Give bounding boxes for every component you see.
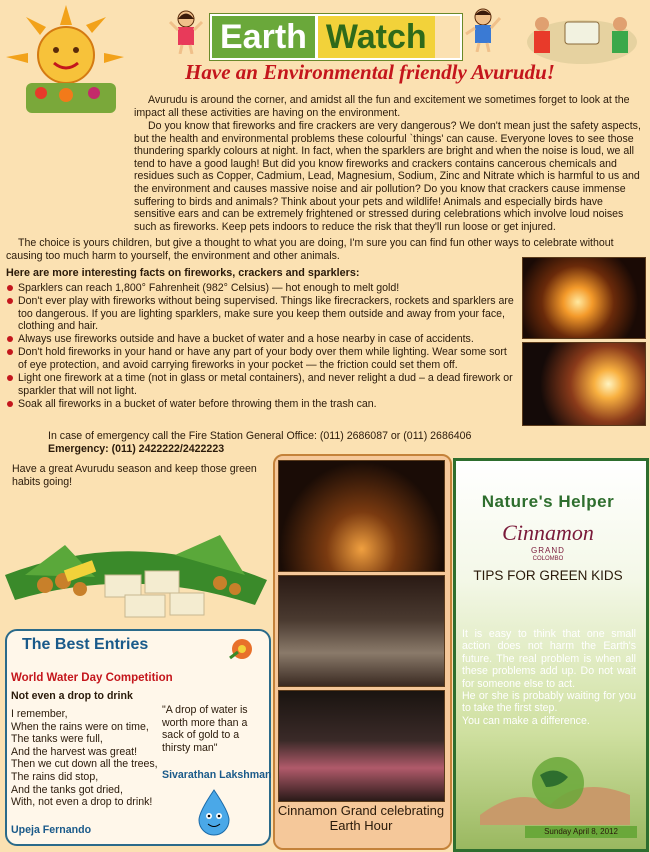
season-greeting: Have a great Avurudu season and keep those green habits going! <box>12 463 257 488</box>
masthead-watch: Watch <box>315 16 435 58</box>
poem: I remember, When the rains were on time, The tanks were full, And the harvest was great! Then we cut down all the trees, The rains did stop, And the tanks got dried, With, not even a drop to drink! <box>11 708 158 809</box>
earth-hour-caption: Cinnamon Grand celebrating Earth Hour <box>277 803 445 833</box>
masthead <box>210 14 462 60</box>
emergency-line: Emergency: (011) 2422222/2422223 <box>48 443 225 455</box>
fire-station-line: In case of emergency call the Fire Station General Office: (011) 2686087 or (011) 2686406 <box>48 430 472 442</box>
masthead-earth: Earth <box>212 16 315 58</box>
competition-title: World Water Day Competition <box>11 672 173 684</box>
sun-illustration <box>6 5 136 115</box>
water-drop-icon <box>195 788 233 836</box>
intro-paragraph: Avurudu is around the corner, and amidst all the fun and excitement we sometimes forget to look at the impact all these activities are having on the environment. <box>134 94 630 119</box>
list-item: Light one firework at a time (not in glass or metal containers), and never relight a dud – a dead firework or sparkler that will not light. <box>6 372 516 397</box>
hibiscus-icon <box>228 636 256 662</box>
food-platter-illustration <box>5 505 267 623</box>
cinnamon-logo: Cinnamon <box>502 520 594 545</box>
fireworks-paragraph: Do you know that fireworks and fire crackers are very dangerous? We don't mean just the safety aspects, but the health and environmental problems these colourful `things' can cause. Everyone loves to see those thundering sparkly colours at night. In fact, when the sparklers are bright and when the noise is loud, we all tend to have a good laugh! But did you know fireworks and crackers contains cancerous chemicals and residues such as Copper, Cadmium, Lead, Magnesium, Sodium, Zinc and Nitrate which is harmful to us and the environment and causes massive noise and air pollution? Do you know that crackers cause immense suffering to birds and animals? Think about your pets and wildlife! Animals and especially birds have sensitive ears and can be extremely frightened or stressed during celebrations which involve loud noises such as fireworks. Keep pets indoors to reduce the risk that they'll run loose or get injured. <box>134 120 641 233</box>
colombo-label: COLOMBO <box>532 556 564 562</box>
natures-helper-title: Nature's Helper <box>481 492 615 511</box>
fireworks-photo <box>522 342 646 426</box>
tips-text: It is easy to think that one small action does not harm the Earth's future. The real problem is when all these problems add up. Do not wait for someone else to act. He or she is probably waiting for you to take the first step. You can make a difference. <box>462 628 636 727</box>
sparkler-photo <box>522 257 646 339</box>
lighting-candles-photo <box>278 575 445 687</box>
emergency-contacts <box>48 430 471 456</box>
cinnamon-grand-label: GRAND <box>531 546 565 555</box>
list-item: Don't hold fireworks in your hand or have any part of your body over them while lighting. Wear some sort of eye protection, and avoid carrying fireworks in your pocket — the friction could set them off. <box>6 346 516 371</box>
tips-heading: TIPS FOR GREEN KIDS <box>473 568 623 583</box>
candles-photo <box>278 460 445 572</box>
family-illustration <box>520 2 645 67</box>
list-item: Don't ever play with fireworks without being supervised. Things like firecrackers, rockets and sparklers are too dangerous. If you are lighting sparklers, make sure you keep them outside and away from your face, clothing and hair. <box>6 295 516 333</box>
quote: "A drop of water is worth more than a sack of gold to a thirsty man" <box>162 704 248 754</box>
issue-date: Sunday April 8, 2012 <box>525 826 637 838</box>
list-item: Always use fireworks outside and have a bucket of water and a hose nearby in case of accidents. <box>6 333 516 346</box>
globe-icon <box>480 725 630 825</box>
group-photo <box>278 690 445 802</box>
best-entries-title: The Best Entries <box>22 636 149 653</box>
list-item: Soak all fireworks in a bucket of water before throwing them in the trash can. <box>6 398 516 411</box>
list-item: Sparklers can reach 1,800° Fahrenheit (982° Celsius) — hot enough to melt gold! <box>6 282 516 295</box>
page-title: Have an Environmental friendly Avurudu! <box>185 60 555 84</box>
facts-list <box>6 282 516 411</box>
facts-heading: Here are more interesting facts on fireworks, crackers and sparklers: <box>6 267 360 279</box>
poem-title: Not even a drop to drink <box>11 690 133 702</box>
poem-author: Upeja Fernando <box>11 824 92 836</box>
quote-author: Sivarathan Lakshman <box>162 769 272 781</box>
kid-illustration <box>465 6 501 52</box>
kid-illustration <box>168 8 204 54</box>
choice-paragraph: The choice is yours children, but give a thought to what you are doing, I'm sure you can find fun other ways to celebrate without causing too much harm to yourself, the environment and other animals. <box>6 237 614 262</box>
